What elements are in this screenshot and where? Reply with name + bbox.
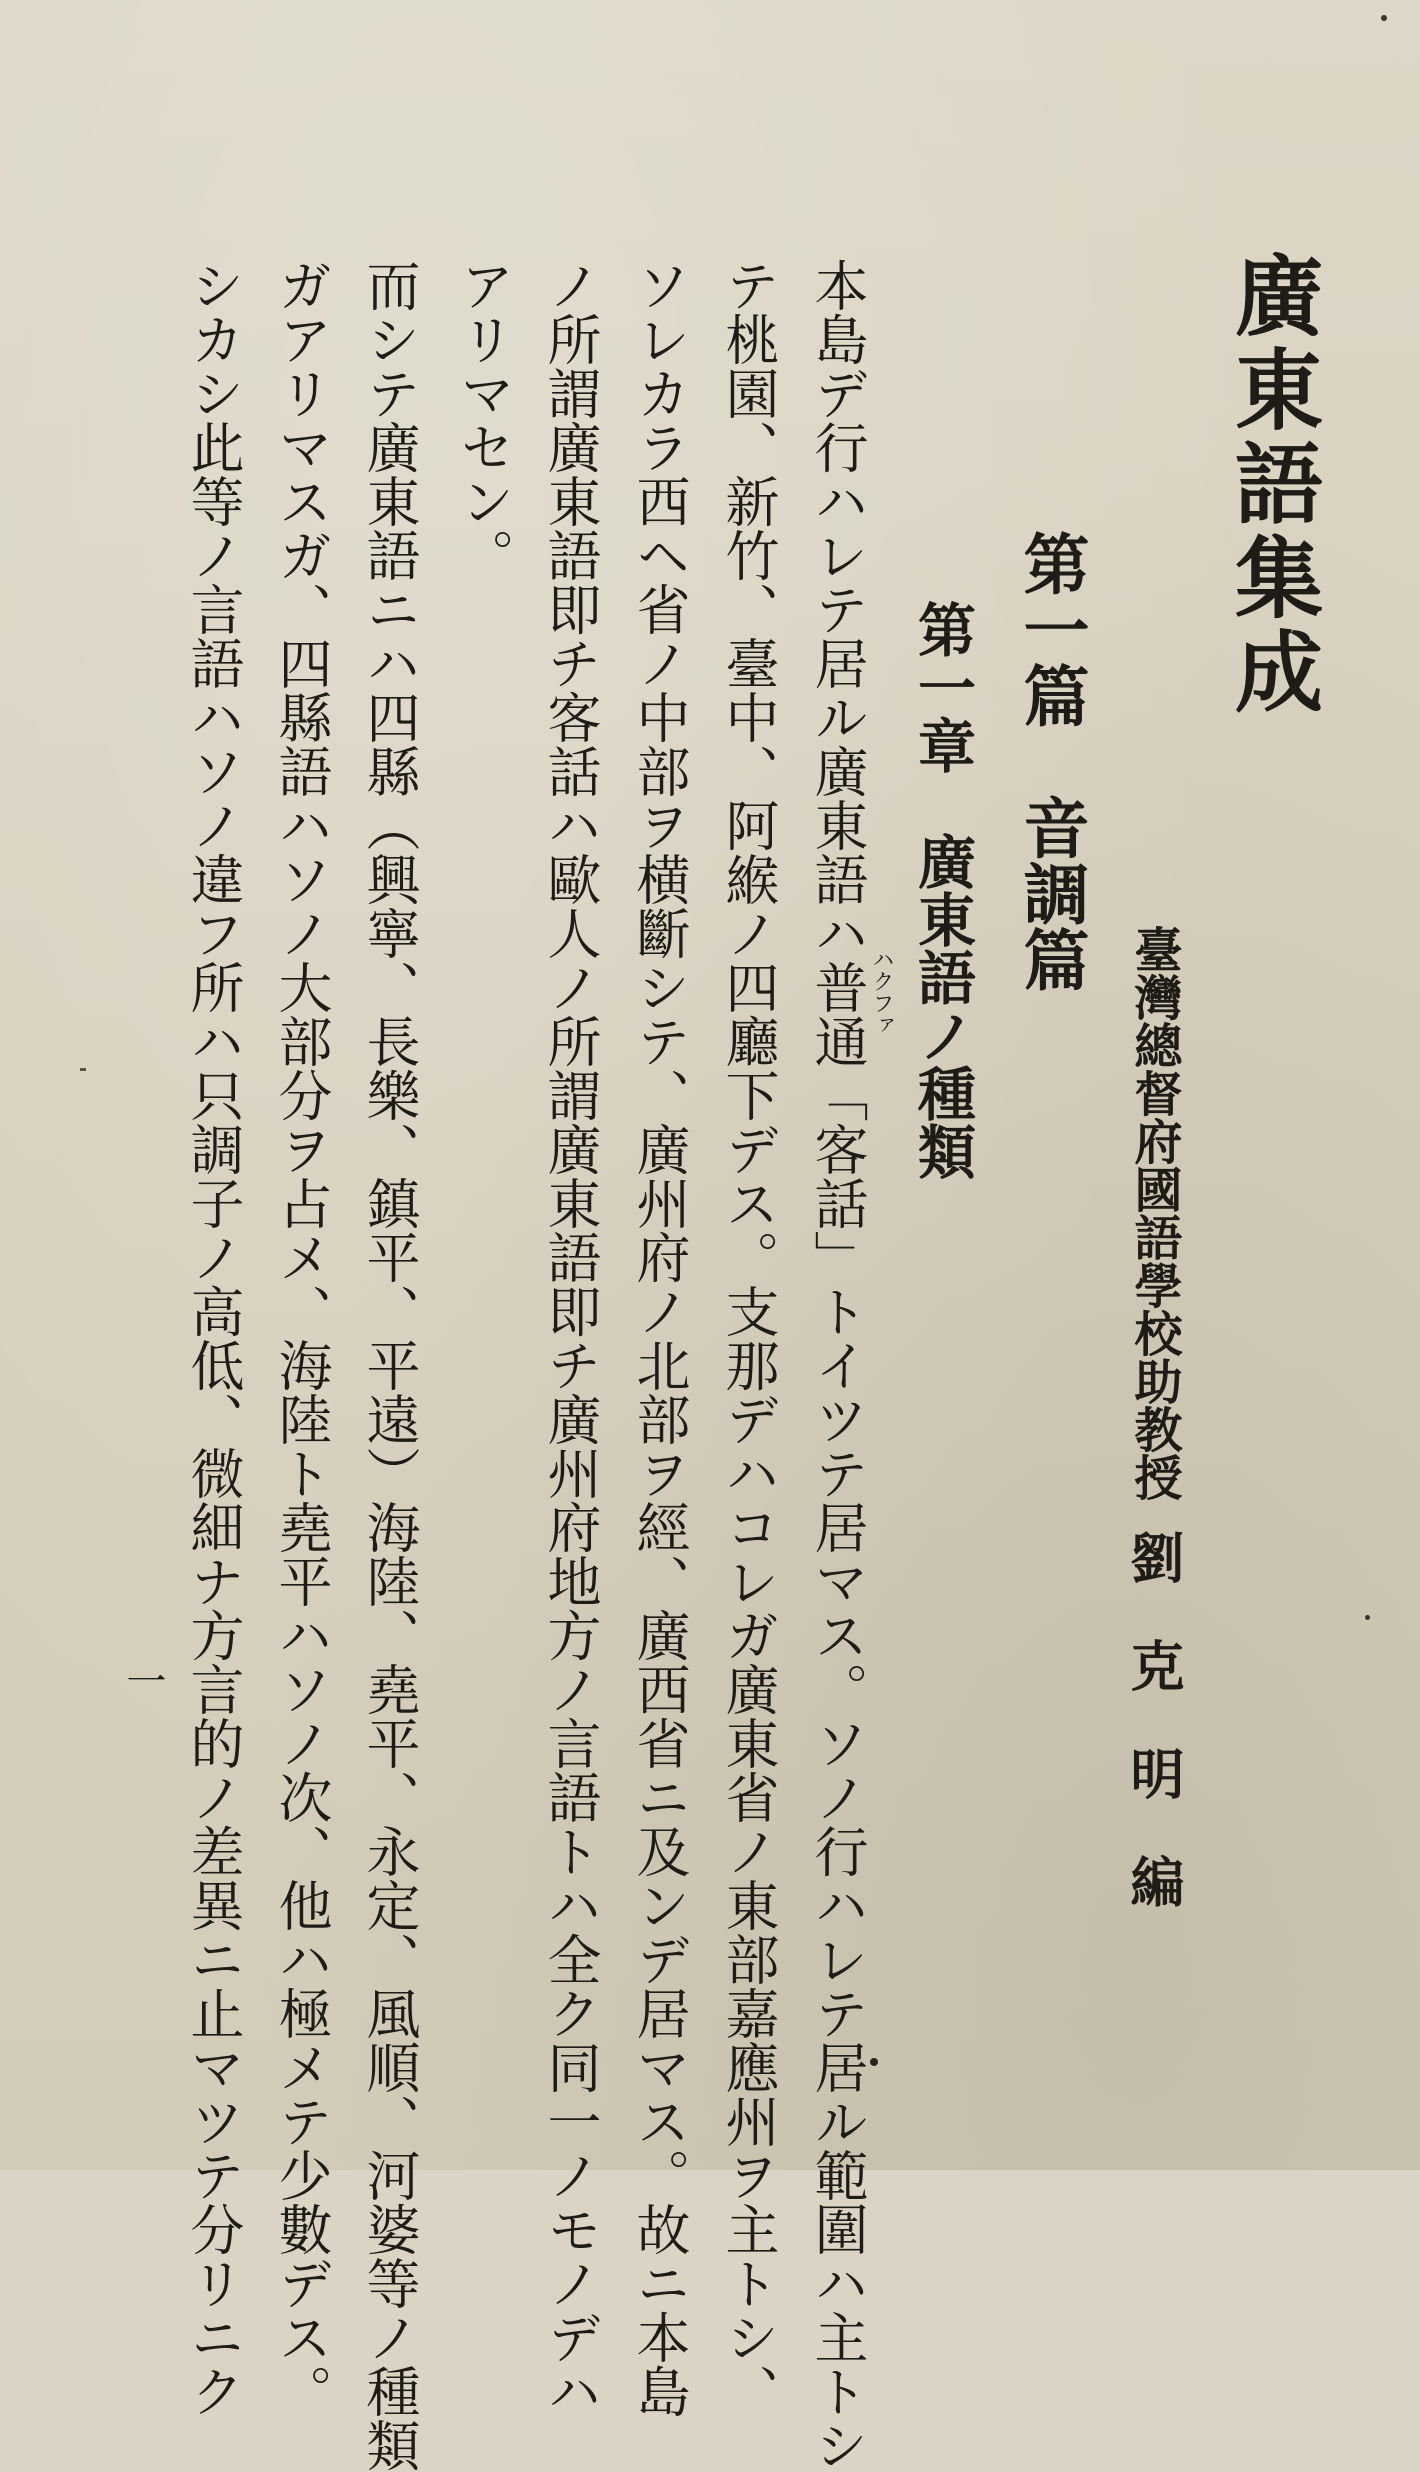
paper-speck (870, 2058, 878, 2066)
page-number: 一 (120, 1660, 166, 1700)
body-line-1: 本島デ行ハレテ居ル廣東語ハ普通「客話」トイツテ居マス。ソノ行ハレテ居ル範圍ハ主トシ (806, 258, 869, 2472)
part-heading: 第一篇 音調篇 (1012, 530, 1090, 992)
author-name: 劉 克 明 編 (1122, 1530, 1186, 1908)
paper-speck (1365, 1615, 1370, 1620)
body-line-5: アリマセン。 (452, 258, 515, 582)
chapter-heading: 第一章 廣東語ノ種類 (908, 600, 976, 1180)
author-affiliation: 臺灣總督府國語學校助教授 (1126, 925, 1182, 1501)
book-title: 廣東語集成 (1221, 250, 1325, 720)
body-line-4: ノ所謂廣東語即チ客話ハ歐人ノ所謂廣東語即チ廣州府地方ノ言語トハ全ク同一ノモノデハ (539, 258, 602, 2418)
body-line-3: ソレカラ西ヘ省ノ中部ヲ横斷シテ、廣州府ノ北部ヲ經、廣西省ニ及ンデ居マス。故ニ本島 (628, 258, 691, 2418)
ruby-annotation: ハクファ (869, 948, 894, 1036)
paper-speck (1381, 15, 1387, 21)
body-line-8: シカシ此等ノ言語ハソノ違フ所ハ只調子ノ高低、微細ナ方言的ノ差異ニ止マツテ分リニク (182, 258, 245, 2418)
body-line-2: テ桃園、新竹、臺中、阿緱ノ四廳下デス。支那デハコレガ廣東省ノ東部嘉應州ヲ主トシ、 (717, 258, 780, 2418)
body-line-6: 而シテ廣東語ニハ四縣（興寧、長樂、鎮平、平遠）海陸、堯平、永定、風順、河婆等ノ種類 (358, 258, 421, 2472)
body-line-7: ガアリマスガ、四縣語ハソノ大部分ヲ占メ、海陸ト堯平ハソノ次、他ハ極メテ少數デス。 (270, 258, 333, 2418)
paper-speck (80, 1068, 86, 1071)
